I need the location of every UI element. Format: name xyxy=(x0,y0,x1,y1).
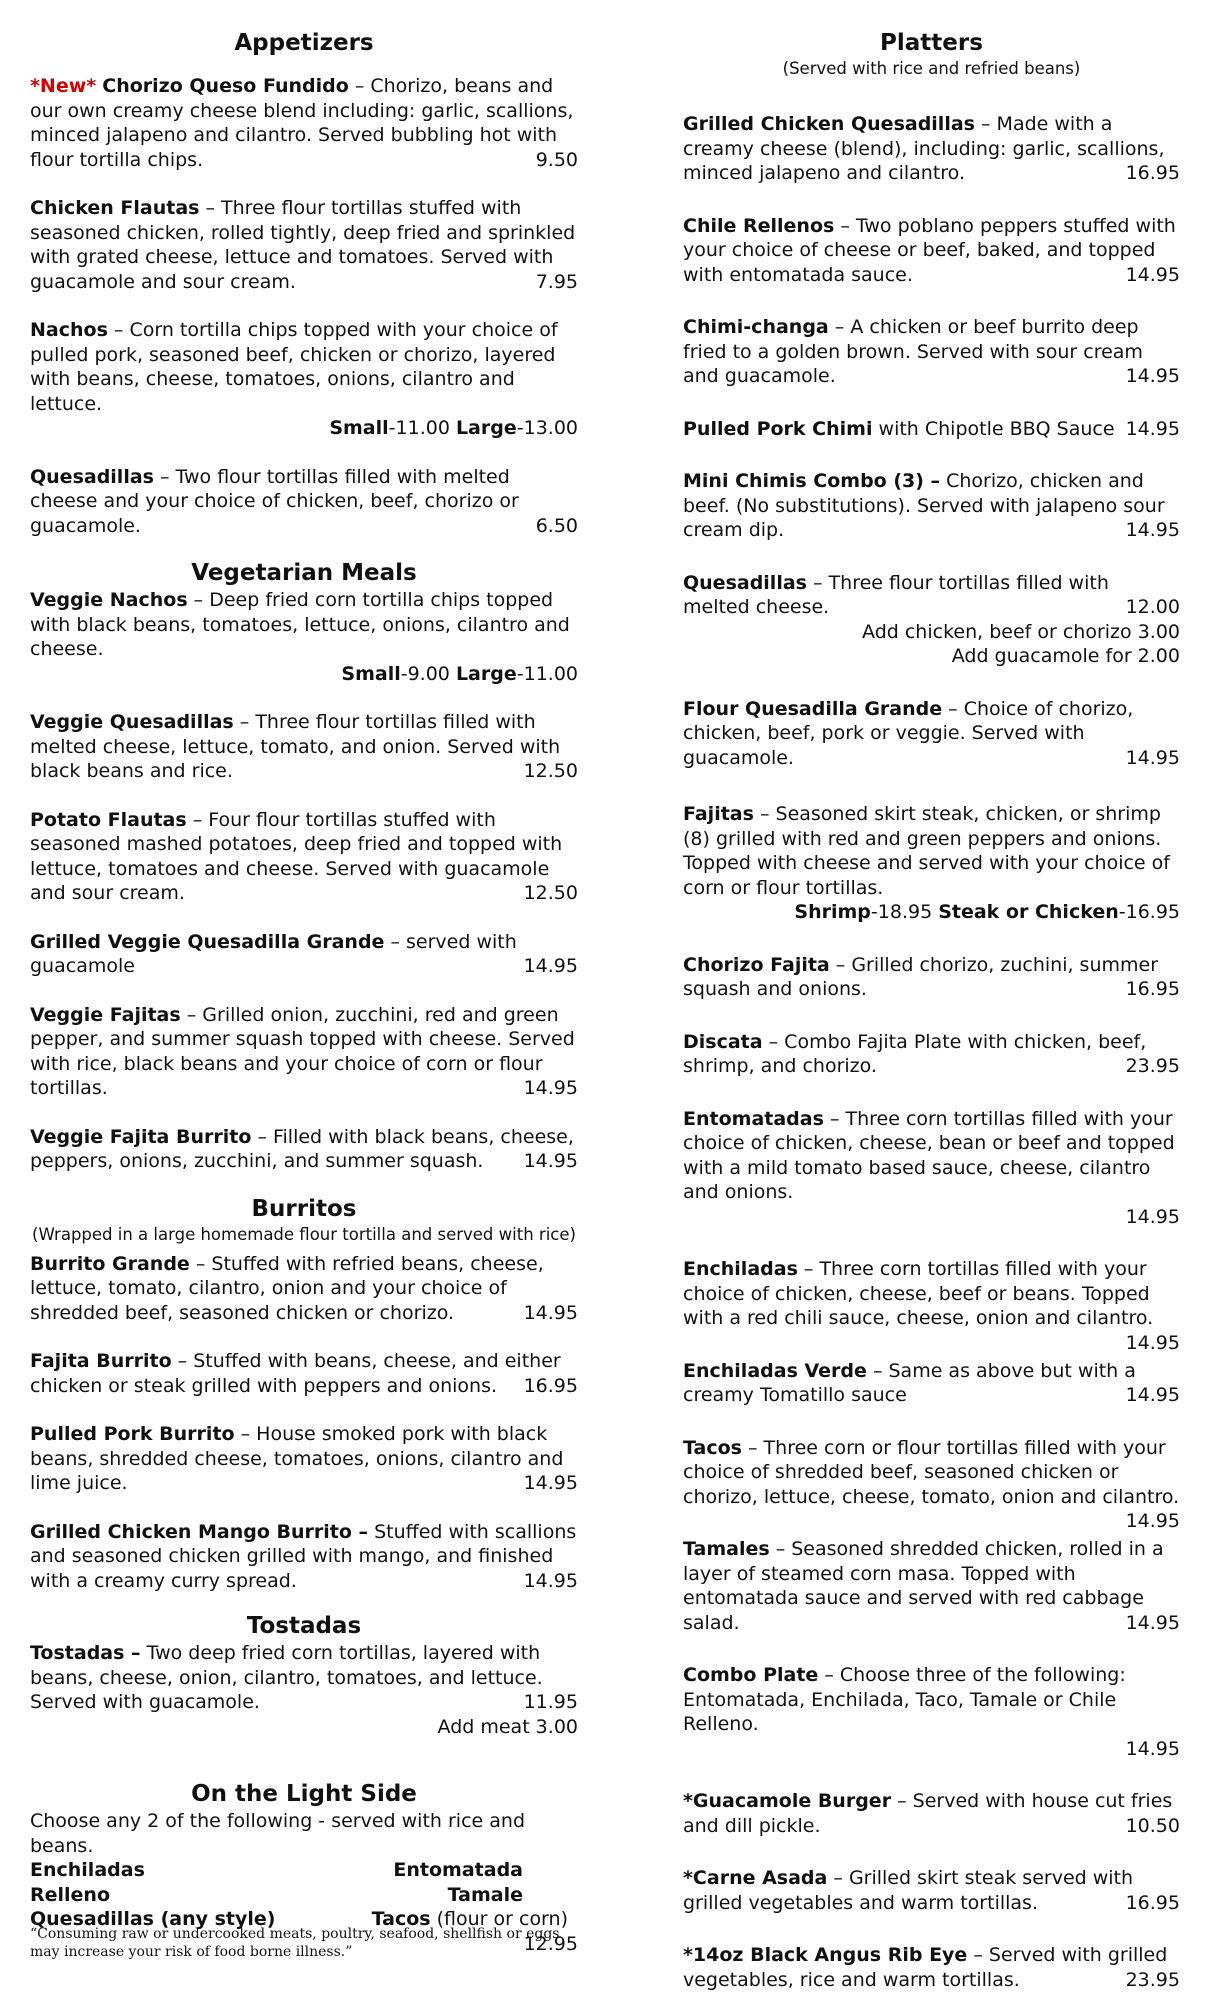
item-name: Discata xyxy=(683,1030,763,1053)
burritos-subtitle: (Wrapped in a large homemade flour tortilla and served with rice) xyxy=(32,1224,576,1244)
item-desc: – Grilled onion, zucchini, red and green pepper, and summer squash topped with cheese. Served with rice, black beans and your choice of corn or flour tortillas. xyxy=(30,1003,575,1099)
item-price: 14.95 xyxy=(1125,1331,1180,1354)
item-desc: – Served with house cut fries and dill pickle. xyxy=(683,1790,1173,1837)
size-price-large: -11.00 xyxy=(516,662,578,685)
menu-item-nachos xyxy=(30,318,578,416)
menu-item-chile-rellenos xyxy=(683,214,1180,288)
menu-item-carne-asada xyxy=(683,1866,1180,1915)
item-name: Pulled Pork Chimi xyxy=(683,417,873,440)
item-desc: with Chipotle BBQ Sauce xyxy=(872,417,1115,440)
item-name: Nachos xyxy=(30,319,108,341)
item-price: 14.95 xyxy=(1125,519,1180,541)
nachos-size-prices xyxy=(30,416,578,441)
item-price: 14.95 xyxy=(523,955,578,977)
option-quesadillas: Quesadillas (any style) xyxy=(30,1908,276,1930)
light-side-title: On the Light Side xyxy=(191,1781,417,1807)
item-name: Chile Rellenos xyxy=(683,214,835,237)
shrimp-label: Shrimp xyxy=(794,901,871,923)
left-column xyxy=(30,28,578,1956)
item-name: Quesadillas xyxy=(683,571,807,594)
platters-title: Platters xyxy=(880,30,983,56)
size-label-small: Small xyxy=(341,662,401,685)
item-desc: – Three corn tortillas filled with your choice of chicken, cheese, bean or beef and topped with a mild tomato based sauce, cheese, cilantro and onions. xyxy=(683,1107,1175,1203)
right-column xyxy=(683,28,1180,1992)
item-name: Chorizo Fajita xyxy=(683,953,830,976)
item-name: Tostadas – xyxy=(30,1642,141,1664)
menu-item-flour-quesadilla-grande xyxy=(683,697,1180,771)
item-price: 23.95 xyxy=(1125,1055,1180,1077)
item-name: Grilled Veggie Quesadilla Grande xyxy=(30,930,385,953)
item-price: 12.50 xyxy=(523,882,578,904)
item-desc: – Seasoned shredded chicken, rolled in a layer of steamed corn masa. Topped with entomatada sauce and served with red cabbage salad. xyxy=(683,1538,1164,1634)
option-enchiladas: Enchiladas xyxy=(30,1859,145,1881)
menu-item-platter-quesadillas xyxy=(683,571,1180,620)
combo-plate-price: 14.95 xyxy=(1125,1737,1180,1760)
item-desc: – Deep fried corn tortilla chips topped with black beans, tomatoes, lettuce, onions, cilantro and cheese. xyxy=(30,589,570,660)
item-price: 16.95 xyxy=(1125,978,1180,1000)
item-price: 16.95 xyxy=(523,1374,578,1397)
item-price: 14.95 xyxy=(1125,1510,1180,1532)
item-price: 10.50 xyxy=(1125,1814,1180,1837)
item-desc: – Filled with black beans, cheese, peppers, onions, zucchini, and summer squash. xyxy=(30,1125,574,1172)
light-side-intro: Choose any 2 of the following - served with rice and beans. xyxy=(30,1810,526,1857)
item-price: 14.95 xyxy=(523,1472,578,1494)
menu-item-rib-eye xyxy=(683,1943,1180,1992)
menu-item-pulled-pork-burrito xyxy=(30,1422,578,1496)
option-tamale: Tamale xyxy=(447,1883,523,1906)
appetizers-title: Appetizers xyxy=(234,30,374,56)
item-name: Chicken Flautas xyxy=(30,197,200,219)
new-badge: *New* xyxy=(30,75,97,97)
item-desc: – Stuffed with refried beans, cheese, lettuce, tomato, cilantro, onion and your choice of shredded beef, seasoned chicken or chorizo. xyxy=(30,1252,544,1324)
item-price: 9.50 xyxy=(535,148,578,171)
item-desc: – Three corn tortillas filled with your choice of chicken, cheese, beef or beans. Topped with a red chili sauce, cheese, onion and cilantro. xyxy=(683,1258,1154,1329)
option-tacos: Tacos xyxy=(371,1908,431,1930)
item-name: Grilled Chicken Quesadillas xyxy=(683,113,975,135)
menu-item-mango-burrito xyxy=(30,1520,578,1594)
item-desc: – Two flour tortillas filled with melted cheese and your choice of chicken, beef, chorizo or guacamole. xyxy=(30,465,519,537)
item-desc: – served with guacamole xyxy=(30,930,517,977)
item-price: 16.95 xyxy=(1125,162,1180,184)
menu-item-enchiladas-verde xyxy=(683,1359,1180,1408)
light-side-options xyxy=(30,1858,578,1932)
menu-item-guacamole-burger xyxy=(683,1789,1180,1838)
item-desc: – House smoked pork with black beans, shredded cheese, tomatoes, onions, cilantro and lime juice. xyxy=(30,1423,564,1494)
item-name: Tamales xyxy=(683,1538,770,1560)
item-name: *14oz Black Angus Rib Eye xyxy=(683,1944,968,1966)
item-name: Entomatadas xyxy=(683,1107,824,1130)
item-desc: – Same as above but with a creamy Tomatillo sauce xyxy=(683,1359,1136,1406)
menu-item-fajita-burrito xyxy=(30,1349,578,1398)
item-name: Chimi-changa xyxy=(683,316,829,338)
item-desc: – Choice of chorizo, chicken, beef, pork or veggie. Served with guacamole. xyxy=(683,697,1134,769)
size-price-large: -13.00 xyxy=(516,417,578,439)
option-entomatada: Entomatada xyxy=(393,1859,523,1881)
item-desc: Chorizo, chicken and beef. (No substitutions). Served with jalapeno sour cream dip. xyxy=(683,470,1165,541)
item-name: Fajitas xyxy=(683,803,754,825)
item-desc: Stuffed with scallions and seasoned chicken grilled with mango, and finished with a creamy curry spread. xyxy=(30,1520,577,1592)
item-name: Mini Chimis Combo (3) – xyxy=(683,470,941,492)
size-price-small: -9.00 xyxy=(400,662,450,685)
menu-item-entomatadas xyxy=(683,1107,1180,1205)
item-name: Grilled Chicken Mango Burrito – xyxy=(30,1520,369,1543)
item-name: Enchiladas Verde xyxy=(683,1359,867,1382)
item-name: Veggie Fajitas xyxy=(30,1003,181,1026)
menu-item-chimichanga xyxy=(683,315,1180,389)
item-desc: – Combo Fajita Plate with chicken, beef, shrimp, and chorizo. xyxy=(683,1030,1147,1077)
menu-item-chicken-flautas xyxy=(30,196,578,294)
menu-item-veggie-quesadillas xyxy=(30,710,578,784)
item-desc: Two deep fried corn tortillas, layered with beans, cheese, onion, cilantro, tomatoes, and lettuce. Served with guacamole. xyxy=(30,1642,543,1713)
option-tacos-note: (flour or corn) xyxy=(430,1908,568,1930)
menu-item-queso-fundido xyxy=(30,74,578,172)
item-price: 14.95 xyxy=(1125,263,1180,286)
light-side-price: 12.95 xyxy=(523,1932,578,1955)
menu-item-fajitas xyxy=(683,802,1180,900)
item-price: 14.95 xyxy=(1125,746,1180,769)
fajitas-prices xyxy=(683,900,1180,925)
item-price: 6.50 xyxy=(535,514,578,537)
size-price-small: -11.00 xyxy=(388,417,450,439)
menu-item-enchiladas xyxy=(683,1257,1180,1354)
burritos-title: Burritos xyxy=(251,1195,357,1222)
item-desc: – Three flour tortillas filled with melted cheese, lettuce, tomato, and onion. Served with black beans and rice. xyxy=(30,711,561,782)
item-desc: – Grilled chorizo, zuchini, summer squash and onions. xyxy=(683,953,1159,1000)
menu-item-discata xyxy=(683,1030,1180,1079)
menu-item-veggie-nachos xyxy=(30,588,578,662)
menu-item-potato-flautas xyxy=(30,808,578,906)
menu-item-burrito-grande xyxy=(30,1252,578,1326)
entomatadas-price: 14.95 xyxy=(1125,1205,1180,1228)
veggie-nachos-size-prices xyxy=(30,662,578,687)
item-desc: – Choose three of the following: Entomatada, Enchilada, Taco, Tamale or Chile Relleno. xyxy=(683,1664,1126,1735)
item-desc: – Three corn or flour tortillas filled with your choice of shredded beef, seasoned chicken or chorizo, lettuce, cheese, tomato, onion and cilantro. xyxy=(683,1436,1180,1508)
quesadillas-addon-meat: Add chicken, beef or chorizo 3.00 xyxy=(862,620,1180,643)
item-desc: – Seasoned skirt steak, chicken, or shrimp (8) grilled with red and green peppers and onions. Topped with cheese and served with your choice of corn or flour tortillas. xyxy=(683,803,1170,899)
steak-price: -16.95 xyxy=(1118,901,1180,923)
item-price: 14.95 xyxy=(1125,417,1180,440)
menu-item-pulled-pork-chimi xyxy=(683,417,1180,442)
item-name: Veggie Nachos xyxy=(30,589,188,611)
size-label-large: Large xyxy=(455,417,517,439)
menu-item-chorizo-fajita xyxy=(683,953,1180,1002)
size-label-large: Large xyxy=(455,662,517,685)
item-name: Chorizo Queso Fundido xyxy=(102,75,349,97)
option-relleno: Relleno xyxy=(30,1883,111,1906)
menu-item-veggie-fajitas xyxy=(30,1003,578,1101)
item-price: 14.95 xyxy=(523,1077,578,1099)
item-name: Pulled Pork Burrito xyxy=(30,1423,235,1445)
steak-label: Steak or Chicken xyxy=(938,901,1119,923)
item-name: Enchiladas xyxy=(683,1258,798,1280)
item-name: Tacos xyxy=(683,1436,742,1459)
menu-item-veggie-fajita-burrito xyxy=(30,1125,578,1174)
vegetarian-title: Vegetarian Meals xyxy=(191,560,417,586)
item-desc: – Three flour tortillas filled with melted cheese. xyxy=(683,571,1109,618)
item-desc: – Made with a creamy cheese (blend), including: garlic, scallions, minced jalapeno and cilantro. xyxy=(683,113,1165,184)
item-name: Combo Plate xyxy=(683,1664,819,1686)
item-name: *Guacamole Burger xyxy=(683,1790,892,1812)
menu-item-mini-chimis xyxy=(683,469,1180,543)
item-price: 14.95 xyxy=(523,1569,578,1592)
platters-subtitle: (Served with rice and refried beans) xyxy=(782,59,1081,78)
menu-item-tostadas xyxy=(30,1641,578,1715)
size-label-small: Small xyxy=(329,417,389,439)
item-price: 16.95 xyxy=(1125,1891,1180,1914)
item-desc: – Grilled skirt steak served with grilled vegetables and warm tortillas. xyxy=(683,1867,1134,1914)
tostadas-addon: Add meat 3.00 xyxy=(437,1715,578,1738)
item-desc: – Four flour tortillas stuffed with seasoned mashed potatoes, deep fried and topped with lettuce, tomatoes and cheese. Served with guacamole and sour cream. xyxy=(30,808,563,904)
item-price: 23.95 xyxy=(1125,1968,1180,1991)
tostadas-title: Tostadas xyxy=(246,1613,362,1639)
item-name: Veggie Fajita Burrito xyxy=(30,1125,252,1148)
shrimp-price: -18.95 xyxy=(870,901,933,923)
item-name: Potato Flautas xyxy=(30,808,187,831)
item-name: Veggie Quesadillas xyxy=(30,711,234,733)
item-desc: – Three flour tortillas stuffed with seasoned chicken, rolled tightly, deep fried and sprinkled with grated cheese, lettuce and tomatoes. Served with guacamole and sour cream. xyxy=(30,197,576,293)
item-price: 14.95 xyxy=(1125,365,1180,387)
item-price: 12.00 xyxy=(1125,596,1180,618)
menu-item-tamales xyxy=(683,1537,1180,1635)
item-price: 14.95 xyxy=(1125,1611,1180,1634)
item-desc: – Corn tortilla chips topped with your choice of pulled pork, seasoned beef, chicken or chorizo, layered with beans, cheese, tomatoes, onions, cilantro and lettuce. xyxy=(30,319,558,415)
menu-item-quesadillas xyxy=(30,465,578,539)
item-name: Fajita Burrito xyxy=(30,1350,172,1372)
item-price: 11.95 xyxy=(523,1691,578,1713)
item-price: 14.95 xyxy=(523,1150,578,1172)
item-name: Quesadillas xyxy=(30,465,154,488)
item-desc: – A chicken or beef burrito deep fried to a golden brown. Served with sour cream and guacamole. xyxy=(683,316,1143,387)
item-price: 7.95 xyxy=(535,270,578,293)
item-price: 12.50 xyxy=(523,760,578,782)
item-desc: – Served with grilled vegetables, rice and warm tortillas. xyxy=(683,1944,1168,1991)
item-desc: – Stuffed with beans, cheese, and either chicken or steak grilled with peppers and onions. xyxy=(30,1350,561,1397)
item-price: 14.95 xyxy=(1125,1384,1180,1406)
menu-item-combo-plate xyxy=(683,1663,1180,1737)
menu-item-veggie-quesadilla-grande xyxy=(30,930,578,979)
item-desc: – Two poblano peppers stuffed with your choice of cheese or beef, baked, and topped with entomatada sauce. xyxy=(683,214,1176,286)
item-name: Burrito Grande xyxy=(30,1252,190,1275)
item-price: 14.95 xyxy=(523,1301,578,1324)
menu-item-grilled-chicken-quesadillas xyxy=(683,112,1180,186)
item-desc: – Chorizo, beans and our own creamy cheese blend including: garlic, scallions, minced jalapeno and cilantro. Served bubbling hot with flour tortilla chips. xyxy=(30,75,574,171)
item-name: *Carne Asada xyxy=(683,1867,828,1889)
item-name: Flour Quesadilla Grande xyxy=(683,697,943,720)
menu-item-tacos xyxy=(683,1436,1180,1532)
food-safety-disclaimer: “Consuming raw or undercooked meats, poultry, seafood, shellfish or eggs may increase your risk of food borne illness.” xyxy=(30,1926,560,1960)
quesadillas-addon-guacamole: Add guacamole for 2.00 xyxy=(951,645,1180,667)
